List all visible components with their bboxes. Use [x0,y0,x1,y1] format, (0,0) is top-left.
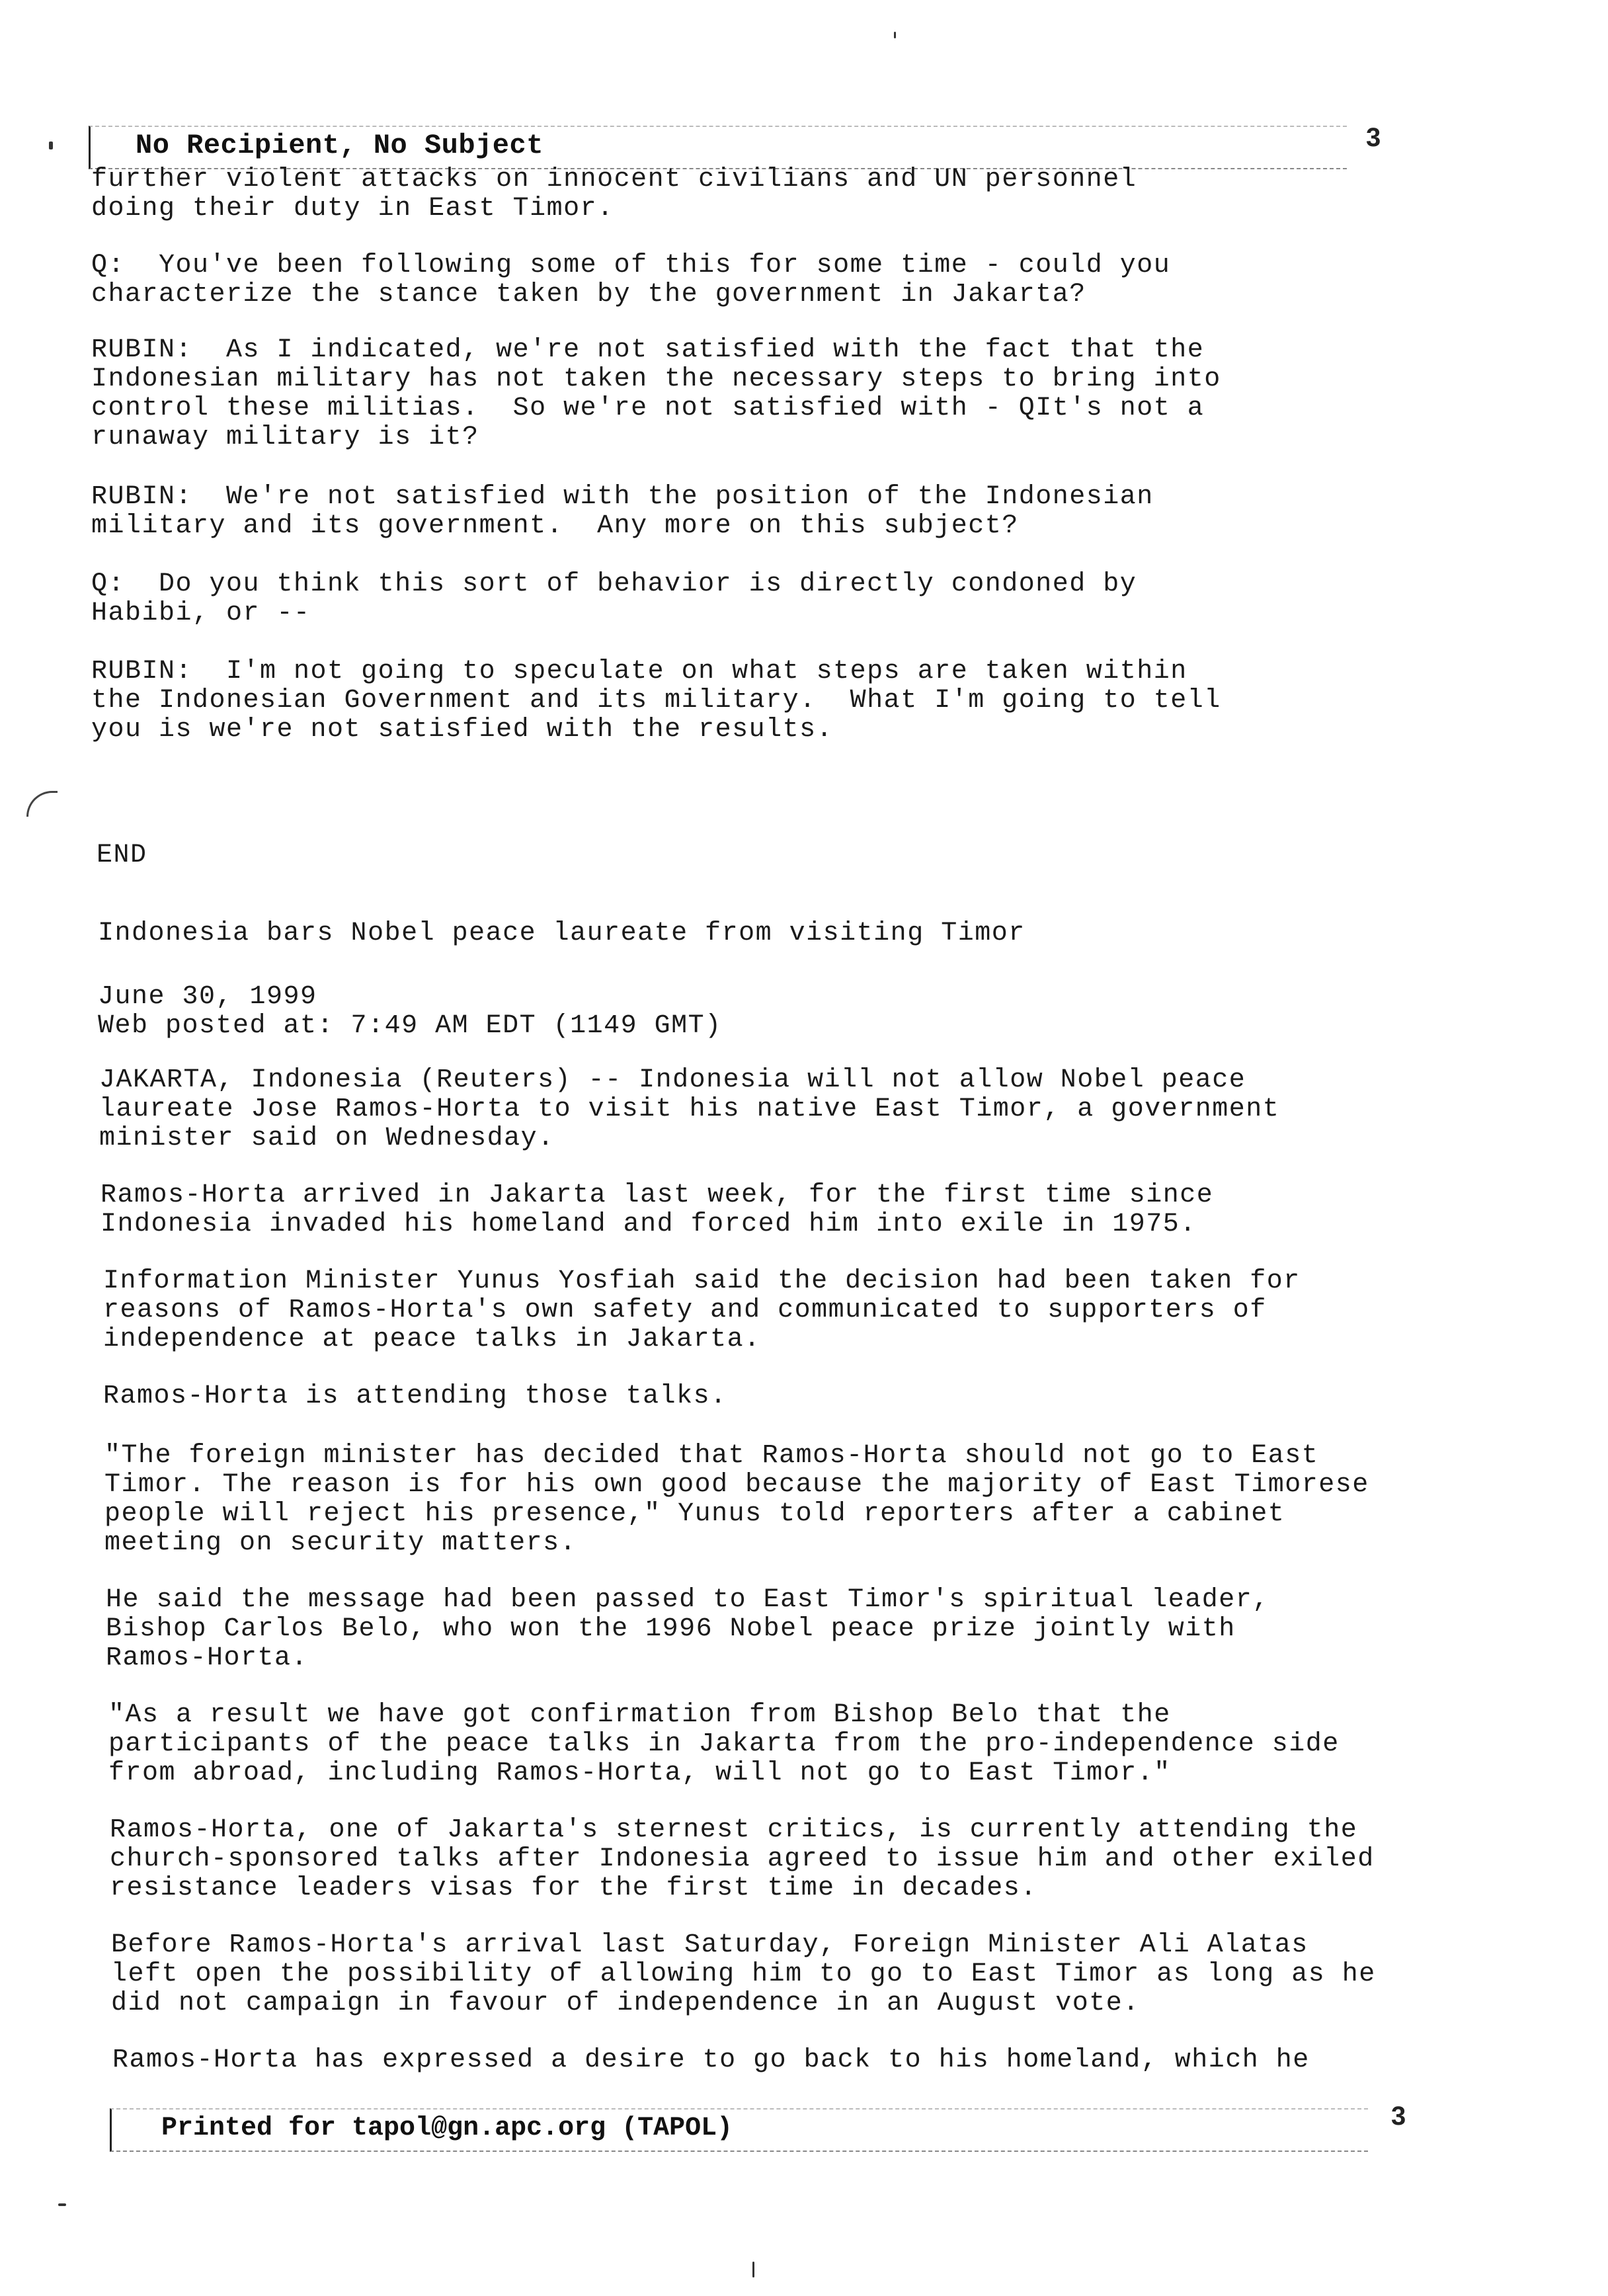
paragraph: RUBIN: As I indicated, we're not satisfied with the fact that the Indonesian military has not taken the necessary steps to bring into control these militias. So we're not satisfied with - QIt's not a runaway military is it? [91,335,1221,452]
article-paragraph: Ramos-Horta, one of Jakarta's sternest critics, is currently attending the church-sponsored talks after Indonesia agreed to issue him and other exiled resistance leaders visas for the first time in decades. [110,1815,1375,1903]
article-headline: Indonesia bars Nobel peace laureate from visiting Timor [98,919,1025,948]
end-marker: END [97,840,147,870]
scan-speck [894,32,896,38]
page-number-top: 3 [1366,123,1381,152]
article-paragraph: Information Minister Yunus Yosfiah said the decision had been taken for reasons of Ramos-Horta's own safety and communicated to supporters of independence at peace talks in Jakarta. [103,1266,1301,1354]
paragraph: RUBIN: We're not satisfied with the position of the Indonesian military and its government. Any more on this subject? [91,482,1154,541]
article-dateline: June 30, 1999 Web posted at: 7:49 AM EDT (1149 GMT) [98,982,722,1041]
scan-speck [58,2203,66,2206]
header-title: No Recipient, No Subject [136,130,543,161]
article-paragraph: Ramos-Horta has expressed a desire to go back to his homeland, which he [112,2045,1310,2075]
article-paragraph: "The foreign minister has decided that Ramos-Horta should not go to East Timor. The reason is for his own good because the majority of East Timorese people will reject his presence," Yunus told reporters after a cabinet meeting on security matters. [104,1441,1369,1558]
paragraph: further violent attacks on innocent civilians and UN personnel doing their duty in East Timor. [91,165,1137,224]
footer-text: Printed for tapol@gn.apc.org (TAPOL) [161,2113,733,2143]
scan-speck [752,2262,754,2277]
paragraph: Q: You've been following some of this for some time - could you characterize the stance taken by the government in Jakarta? [91,251,1171,309]
article-paragraph: Ramos-Horta arrived in Jakarta last week, for the first time since Indonesia invaded his homeland and forced him into exile in 1975. [100,1180,1214,1239]
article-paragraph: Before Ramos-Horta's arrival last Saturday, Foreign Minister Ali Alatas left open the possibility of allowing him to go to East Timor as long as he did not campaign in favour of independence in an August vote. [111,1930,1376,2018]
paragraph: RUBIN: I'm not going to speculate on what steps are taken within the Indonesian Government and its military. What I'm going to tell you is we're not satisfied with the results. [91,657,1221,745]
pen-mark [26,791,58,817]
article-paragraph: "As a result we have got confirmation from Bishop Belo that the participants of the peace talks in Jakarta from the pro-independence side from abroad, including Ramos-Horta, will not go to East Timor." [108,1700,1340,1788]
article-paragraph: JAKARTA, Indonesia (Reuters) -- Indonesia will not allow Nobel peace laureate Jose Ramos-Horta to visit his native East Timor, a government minister said on Wednesday. [99,1065,1280,1153]
scan-speck [49,142,53,149]
page-number-bottom: 3 [1391,2102,1406,2131]
article-paragraph: Ramos-Horta is attending those talks. [103,1381,727,1411]
paragraph: Q: Do you think this sort of behavior is directly condoned by Habibi, or -- [91,569,1137,628]
article-paragraph: He said the message had been passed to East Timor's spiritual leader, Bishop Carlos Belo, who won the 1996 Nobel peace prize jointly with Ramos-Horta. [106,1585,1269,1673]
